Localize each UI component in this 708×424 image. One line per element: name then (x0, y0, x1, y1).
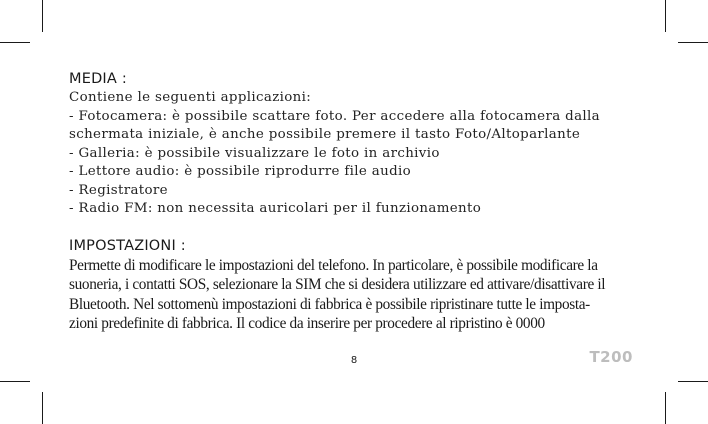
media-section (69, 70, 649, 219)
media-line: Contiene le seguenti applicazioni: (69, 90, 312, 105)
media-line: - Fotocamera: è possibile scattare foto. Per accedere alla fotocamera dalla (69, 108, 601, 124)
crop-mark (678, 42, 708, 43)
crop-mark (678, 381, 708, 382)
crop-mark (0, 381, 30, 382)
media-line: schermata iniziale, è anche possibile premere il tasto Foto/Altoparlante (69, 127, 581, 142)
impostazioni-line: suoneria, i contatti SOS, selezionare la SIM che si desidera utilizzare ed attivare/disattivare il (69, 276, 606, 293)
impostazioni-line: zioni predefinite di fabbrica. Il codice da inserire per procedere al ripristino è 0000 (69, 315, 545, 332)
crop-mark (42, 392, 43, 424)
impostazioni-line: Permette di modificare le impostazioni del telefono. In particolare, è possibile modificare la (69, 256, 598, 274)
crop-mark (0, 42, 30, 43)
media-line: - Galleria: è possibile visualizzare le foto in archivio (69, 145, 440, 161)
manual-page (69, 70, 649, 334)
crop-mark (665, 392, 666, 424)
impostazioni-section (69, 237, 649, 334)
crop-mark (42, 0, 43, 32)
page-number: 8 (350, 355, 358, 366)
crop-mark (665, 0, 666, 32)
media-line: - Lettore audio: è possibile riprodurre file audio (69, 164, 412, 179)
model-label: T200 (589, 348, 633, 366)
media-line: - Registratore (69, 182, 168, 198)
impostazioni-heading: IMPOSTAZIONI : (69, 237, 186, 254)
media-line: - Radio FM: non necessita auricolari per il funzionamento (69, 201, 482, 216)
media-heading: MEDIA : (69, 71, 127, 87)
impostazioni-line: Bluetooth. Nel sottomenù impostazioni di fabbrica è possibile ripristinare tutte le imposta- (69, 295, 590, 313)
